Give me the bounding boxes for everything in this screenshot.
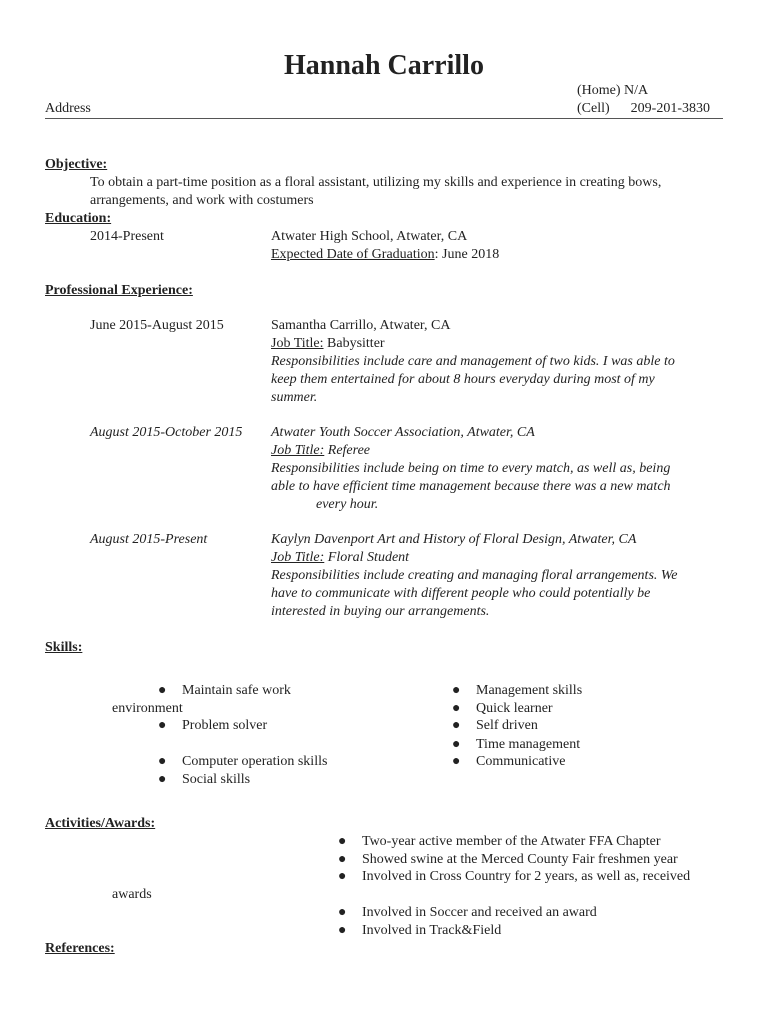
list-item: ● Involved in Soccer and received an award [338, 905, 597, 920]
job-2-employer: Atwater Youth Soccer Association, Atwater, CA [271, 425, 535, 440]
bullet-icon: ● [338, 905, 347, 920]
list-item: ● Quick learner [452, 701, 553, 716]
bullet-icon: ● [452, 754, 461, 769]
list-item-continuation: environment [112, 701, 183, 716]
candidate-name: Hannah Carrillo [284, 50, 484, 81]
bullet-icon: ● [452, 683, 461, 698]
graduation-value: : June 2018 [434, 247, 500, 262]
job-2-title [271, 442, 370, 460]
job-3-employer: Kaylyn Davenport Art and History of Floral Design, Atwater, CA [271, 532, 637, 547]
list-item: ● Showed swine at the Merced County Fair freshmen year [338, 852, 678, 867]
objective-line-1: To obtain a part-time position as a floral assistant, utilizing my skills and experience in creating bows, [90, 175, 662, 190]
job-3-dates: August 2015-Present [90, 532, 208, 547]
education-school: Atwater High School, Atwater, CA [271, 229, 468, 244]
objective-line-2: arrangements, and work with costumers [90, 193, 314, 208]
list-item: ● Computer operation skills [158, 754, 328, 769]
bullet-icon: ● [338, 923, 347, 938]
job-1-title-value: Babysitter [323, 336, 385, 351]
job-1-desc-line-1: Responsibilities include care and management of two kids. I was able to [271, 354, 675, 369]
graduation-date [271, 246, 499, 264]
bullet-icon: ● [158, 772, 167, 787]
cell-number: 209-201-3830 [630, 101, 710, 116]
graduation-label: Expected Date of Graduation [271, 247, 435, 262]
activities-heading: Activities/Awards: [45, 816, 156, 831]
job-3-desc-line-3: interested in buying our arrangements. [271, 604, 490, 619]
list-item: ● Time management [452, 737, 581, 752]
list-item: ● Social skills [158, 772, 251, 787]
bullet-icon: ● [452, 701, 461, 716]
job-2-title-value: Referee [324, 443, 371, 458]
job-2-desc-line-2: able to have efficient time management because there was a new match [271, 479, 671, 494]
job-2-dates: August 2015-October 2015 [90, 425, 243, 440]
list-item-continuation: awards [112, 887, 152, 902]
bullet-icon: ● [338, 834, 347, 849]
job-3-desc-line-1: Responsibilities include creating and managing floral arrangements. We [271, 568, 678, 583]
bullet-icon: ● [338, 852, 347, 867]
home-phone: (Home) N/A [577, 83, 649, 98]
list-item: ● Involved in Track&Field [338, 923, 502, 938]
list-item: ● Maintain safe work [158, 683, 291, 698]
education-dates: 2014-Present [90, 229, 164, 244]
bullet-icon: ● [158, 718, 167, 733]
objective-heading: Objective: [45, 157, 108, 172]
bullet-icon: ● [338, 869, 347, 884]
list-item: ● Management skills [452, 683, 583, 698]
experience-heading: Professional Experience: [45, 283, 193, 298]
cell-label: (Cell) [577, 101, 610, 116]
list-item: ● Self driven [452, 718, 538, 733]
bullet-icon: ● [452, 737, 461, 752]
bullet-icon: ● [158, 683, 167, 698]
list-item: ● Two-year active member of the Atwater FFA Chapter [338, 834, 661, 849]
references-heading: References: [45, 941, 115, 956]
bullet-icon: ● [158, 754, 167, 769]
list-item: ● Communicative [452, 754, 566, 769]
job-2-desc-line-3: every hour. [316, 497, 379, 512]
list-item: ● Problem solver [158, 718, 268, 733]
job-title-label: Job Title: [271, 336, 324, 351]
education-heading: Education: [45, 211, 112, 226]
job-3-title [271, 549, 409, 567]
job-1-desc-line-3: summer. [271, 390, 318, 405]
cell-phone [577, 100, 710, 118]
job-3-desc-line-2: have to communicate with different people who could potentially be [271, 586, 651, 601]
job-1-desc-line-2: keep them entertained for about 8 hours everyday during most of my [271, 372, 655, 387]
job-2-desc-line-1: Responsibilities include being on time to every match, as well as, being [271, 461, 671, 476]
job-3-title-value: Floral Student [324, 550, 410, 565]
job-title-label: Job Title: [271, 443, 325, 458]
bullet-icon: ● [452, 718, 461, 733]
job-1-title [271, 335, 385, 353]
job-1-dates: June 2015-August 2015 [90, 318, 224, 333]
skills-heading: Skills: [45, 640, 83, 655]
job-title-label: Job Title: [271, 550, 325, 565]
address-label: Address [45, 101, 91, 116]
header-divider [45, 118, 723, 119]
list-item: ● Involved in Cross Country for 2 years, as well as, received [338, 869, 691, 884]
job-1-employer: Samantha Carrillo, Atwater, CA [271, 318, 451, 333]
